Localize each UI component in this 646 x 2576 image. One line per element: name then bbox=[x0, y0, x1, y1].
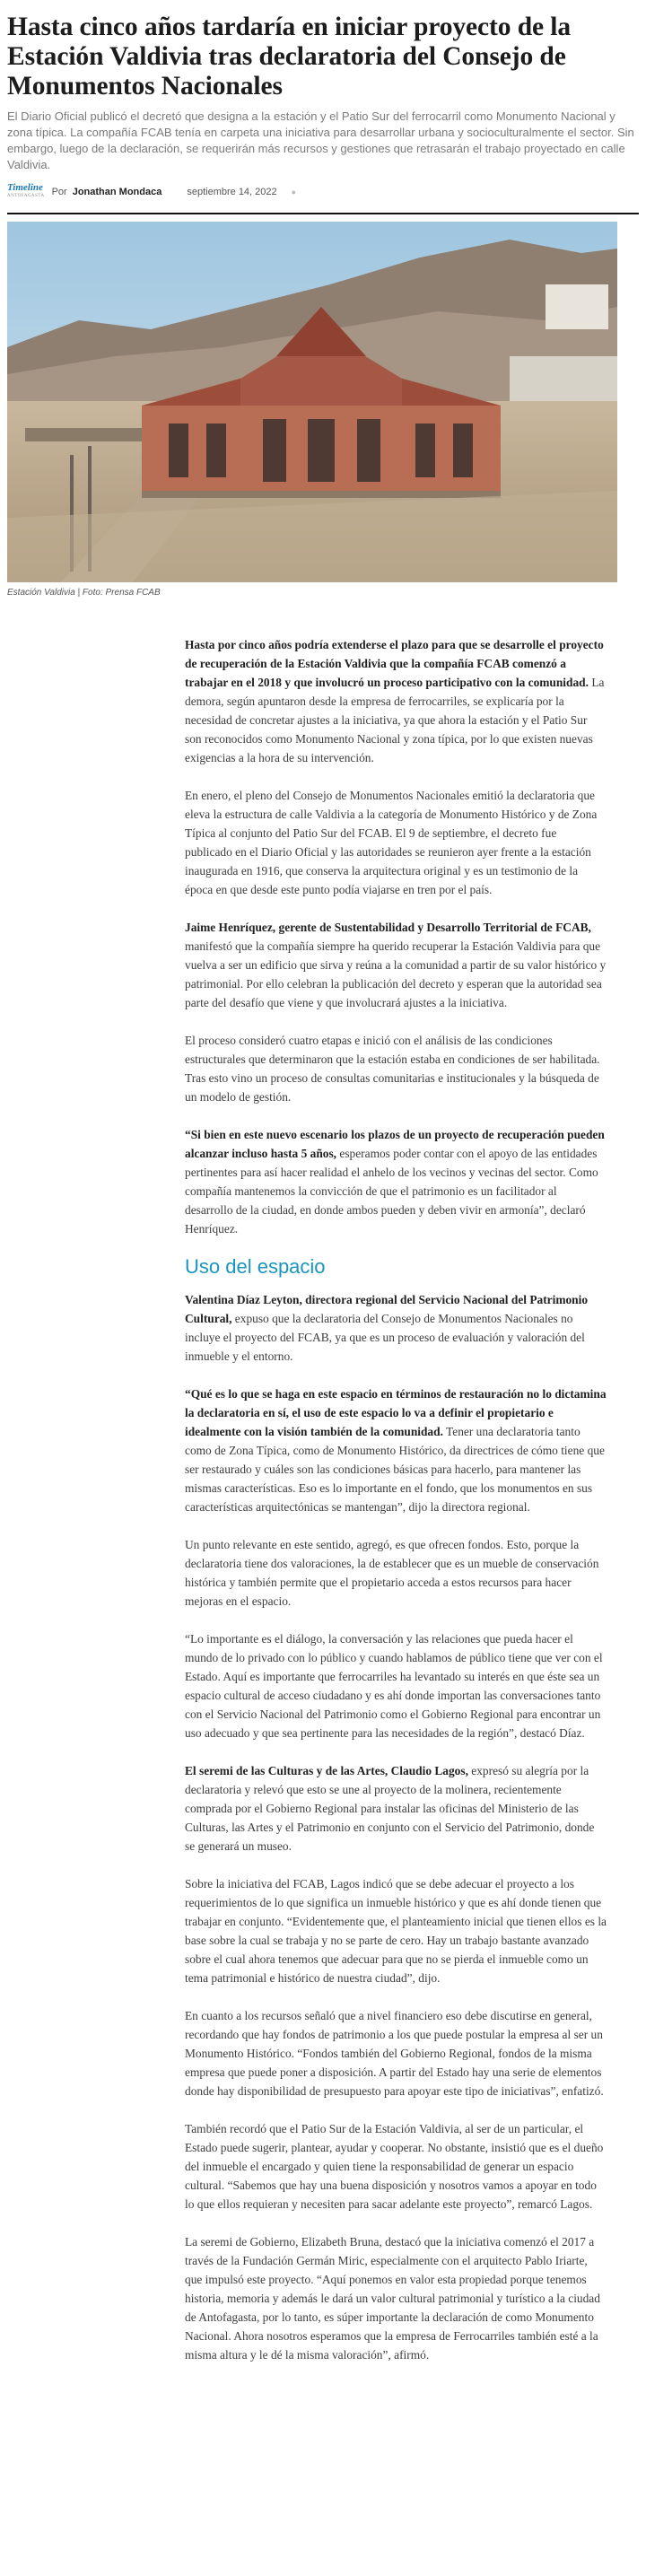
dot-icon: ● bbox=[291, 188, 297, 196]
paragraph bbox=[185, 918, 607, 1012]
paragraph bbox=[185, 2119, 607, 2214]
site-logo[interactable] bbox=[7, 184, 45, 200]
paragraph bbox=[185, 1629, 607, 1742]
paragraph-text: La seremi de Gobierno, Elizabeth Bruna, destacó que la iniciativa comenzó el 2017 a través de la Fundación Germán Miric, especialmente con el arquitecto Pablo Iriarte, que impulsó este proyecto. “Aquí ponemos en valor esta propiedad porque tenemos historia, memoria y además le dará un valor cultural patrimonial y turístico a la ciudad de Antofagasta, por lo tanto, es súper importante la declaración de como Monumento Nacional. Ahora nosotros esperamos que la empresa de Ferrocarriles también esté a la misma altura y le dé la misma valoración”, afirmó. bbox=[185, 2235, 600, 2362]
paragraph-text: expresó su alegría por la declaratoria y relevó que esto se une al proyecto de la molinera, recientemente comprada por el Gobierno Regional para instalar las oficinas del Ministerio de las Culturas, las Artes y el Patrimonio en conjunto con el Servicio del Patrimonio, donde se generará un museo. bbox=[185, 1764, 595, 1853]
paragraph-bold: Jaime Henríquez, gerente de Sustentabilidad y Desarrollo Territorial de FCAB, bbox=[185, 921, 591, 934]
paragraph-bold: Hasta por cinco años podría extenderse el plazo para que se desarrolle el proyecto de recuperación de la Estación Valdivia que la compañía FCAB comenzó a trabajar en el 2018 y que involucró un proceso participativo con la comunidad. bbox=[185, 638, 604, 689]
publish-date: septiembre 14, 2022 bbox=[187, 187, 277, 197]
paragraph-text: expuso que la declaratoria del Consejo de Monumentos Nacionales no incluye el proyecto del FCAB, ya que es un proceso de evaluación y valoración del inmueble y el entorno. bbox=[185, 1312, 585, 1363]
paragraph-bold: “Si bien en este nuevo escenario los plazos de un proyecto de recuperación pueden alcanzar incluso hasta 5 años, bbox=[185, 1128, 605, 1160]
paragraph bbox=[185, 2232, 607, 2364]
paragraph bbox=[185, 1384, 607, 1516]
author-link[interactable]: Jonathan Mondaca bbox=[72, 187, 162, 197]
station-photo-illustration bbox=[7, 222, 617, 582]
paragraph bbox=[185, 1535, 607, 1611]
article-photo[interactable] bbox=[7, 222, 617, 582]
paragraph-text: En enero, el pleno del Consejo de Monumentos Nacionales emitió la declaratoria que eleva la estructura de calle Valdivia a la categoría de Monumento Histórico y de Zona Típica al conjunto del Patio Sur del FCAB. El 9 de septiembre, el decreto fue publicado en el Diario Oficial y las autoridades se reunieron ayer frente a la estación inaugurada en 1916, que conserva la arquitectura original y es un testimonio de la época en que desde este punto podía viajarse en tren por el país. bbox=[185, 789, 598, 896]
paragraph-text: También recordó que el Patio Sur de la Estación Valdivia, al ser de un particular, el Estado puede sugerir, plantear, ayudar y cooperar. No obstante, insistió que es el dueño del inmueble el encargado y quien tiene la responsabilidad de generar un espacio cultural. “Sabemos que hay una buena disposición y nosotros vamos a apoyar en todo lo que ellos requieran y necesiten para sacar adelante este proyecto”, remarcó Lagos. bbox=[185, 2122, 604, 2211]
paragraph-text: La demora, según apuntaron desde la empresa de ferrocarriles, se explicaría por la necesidad de concretar ajustes a la iniciativa, ya que ahora la estación y el Patio Sur son reconocidos como Monumento Nacional y zona típica, por lo que existen nuevas exigencias a la hora de su intervención. bbox=[185, 676, 605, 764]
byline-prefix: Por bbox=[51, 187, 67, 197]
paragraph-text: Tener una declaratoria tanto como de Zona Típica, como de Monumento Histórico, da directrices de cómo tiene que ser restaurado y cuáles son las condiciones básicas para hacerlo, para mantener las mismas características. Eso es lo importante en el fondo, que los monumentos en sus características arquitectónicas se mantengan”, dijo la directora regional. bbox=[185, 1425, 605, 1514]
paragraph-text: manifestó que la compañía siempre ha querido recuperar la Estación Valdivia para que vuelva a ser un edificio que sirva y reúna a la comunidad a partir de su valor histórico y patrimonial. Por ello celebran la publicación del decreto y esperan que la autoridad sea parte del desafío que viene y que involucrará ajustes a la iniciativa. bbox=[185, 939, 607, 1009]
paragraph bbox=[185, 786, 607, 899]
paragraph-text: En cuanto a los recursos señaló que a nivel financiero eso debe discutirse en general, recordando que hay fondos de patrimonio a los que puede postular la empresa al ser un Monumento Histórico. “Fondos también del Gobierno Regional, fondos de la misma empresa que puede poner a disposición. A partir del Estado hay una serie de elementos donde hay disponibilidad de presupuesto para apoyar este tipo de iniciativas”, enfatizó. bbox=[185, 2009, 604, 2098]
paragraph-bold: Valentina Díaz Leyton, directora regional del Servicio Nacional del Patrimonio Cultural, bbox=[185, 1293, 589, 1325]
paragraph bbox=[185, 1761, 607, 1856]
byline bbox=[7, 184, 639, 200]
section-title: Uso del espacio bbox=[185, 1255, 326, 1278]
paragraph-text: El proceso consideró cuatro etapas e inició con el análisis de las condiciones estructurales que determinaron que la estación estaba en condiciones de ser habilitada. Tras esto vino un proceso de consultas comunitarias e institucionales y la búsqueda de un modelo de gestión. bbox=[185, 1034, 600, 1104]
paragraph bbox=[185, 1290, 607, 1366]
paragraph-text: “Lo importante es el diálogo, la conversación y las relaciones que pueda hacer el mundo de lo privado con lo público y cuando hablamos de público tiene que ver con el Estado. Aquí es importante que ferrocarriles ha levantado su interés en que éste sea un espacio cultural de acceso ciudadano y es ahí donde importan las conversaciones tanto con el Servicio Nacional del Patrimonio como el Gobierno Regional para encontrar un uso adecuado y que sea pertinente para las necesidades de la región”, destacó Díaz. bbox=[185, 1632, 603, 1740]
headline: Hasta cinco años tardaría en iniciar proyecto de la Estación Valdivia tras declaratoria del Consejo de Monumentos Nacionales bbox=[7, 13, 572, 100]
paragraph-bold: “Qué es lo que se haga en este espacio en términos de restauración no lo dictamina la declaratoria en sí, el uso de este espacio lo va a definir el propietario e idealmente con la visión también de la comunidad. bbox=[185, 1387, 607, 1438]
paragraph bbox=[185, 1125, 607, 1238]
paragraph bbox=[185, 1031, 607, 1106]
paragraph-text: esperamos poder contar con el apoyo de las entidades pertinentes para así hacer realidad el anhelo de los vecinos y vecinas del sector. Como compañía mantenemos la convicción de que el patrimonio es un facilitador al desarrollo de la ciudad, en donde ambos pueden y deben vivir en armonía”, declaró Henríquez. bbox=[185, 1147, 598, 1236]
article-header bbox=[0, 0, 646, 214]
paragraph bbox=[185, 1874, 607, 1987]
lead-paragraph: El Diario Oficial publicó el decretó que designa a la estación y el Patio Sur del ferrocarril como Monumento Nacional y zona típica. La compañía FCAB tenía en carpeta una iniciativa para desarrollar urbana y socioculturalmente el sector. Sin embargo, luego de la declaración, se requerirán más recursos y gestiones que retrasarán el trabajo proyectado en calle Valdivia. bbox=[7, 109, 634, 171]
logo-tag: ANTOFAGASTA bbox=[7, 194, 45, 198]
logo-name: Timeline bbox=[7, 182, 43, 193]
header-divider bbox=[7, 213, 639, 214]
article-body bbox=[185, 635, 607, 2364]
paragraph bbox=[185, 2006, 607, 2100]
paragraph-bold: El seremi de las Culturas y de las Artes, Claudio Lagos, bbox=[185, 1764, 468, 1777]
paragraph-text: Un punto relevante en este sentido, agregó, es que ofrecen fondos. Esto, porque la declaratoria tiene dos valoraciones, la de establecer que es un mueble de conservación histórica y también permite que el propietario acceda a estos recursos para hacer mejoras en el espacio. bbox=[185, 1538, 599, 1608]
photo-caption: Estación Valdivia | Foto: Prensa FCAB bbox=[7, 588, 161, 598]
paragraph-text: Sobre la iniciativa del FCAB, Lagos indicó que se debe adecuar el proyecto a los requerimientos de lo que significa un inmueble histórico y que es ahí donde tienen que trabajar en conjunto. “Evidentemente que, el planteamiento inicial que tienen ellos es la base sobre la cual se trabaja y no se parte de cero. Hay un trabajo bastante avanzado sobre el cual ahora tenemos que adecuar para que no se pierda el inmueble como un tema patrimonial e histórico de nuestra ciudad”, dijo. bbox=[185, 1877, 607, 1985]
paragraph bbox=[185, 635, 607, 767]
